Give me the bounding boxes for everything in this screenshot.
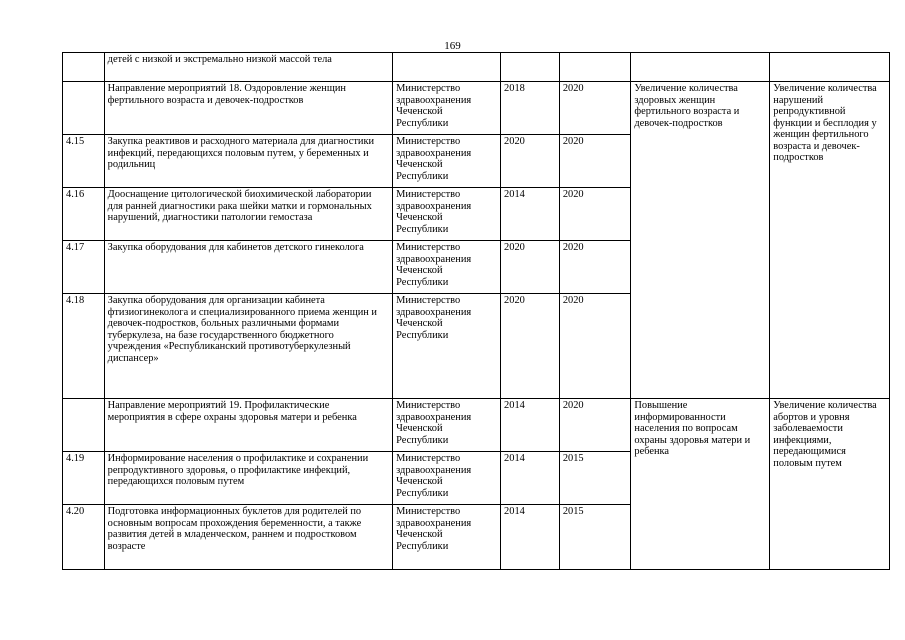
cell-org: Министерство здравоохранения Чеченской Республики xyxy=(393,399,501,452)
cell-start-year: 2014 xyxy=(501,505,560,570)
cell-org: Министерство здравоохранения Чеченской Республики xyxy=(393,241,501,294)
cell-start-year xyxy=(501,53,560,82)
cell-result-immediate: Повышение информированности населения по вопросам охраны здоровья матери и ребенка xyxy=(631,399,770,570)
cell-start-year: 2014 xyxy=(501,188,560,241)
cell-end-year: 2020 xyxy=(559,135,631,188)
cell-name: Подготовка информационных буклетов для родителей по основным вопросам прохождения беременности, а также развития детей в младенческом, раннем и подростковом возрасте xyxy=(104,505,392,570)
cell-num: 4.17 xyxy=(63,241,105,294)
cell-result-final xyxy=(770,53,890,82)
cell-org: Министерство здравоохранения Чеченской Республики xyxy=(393,188,501,241)
cell-org: Министерство здравоохранения Чеченской Республики xyxy=(393,505,501,570)
cell-result-final: Увеличение количества абортов и уровня заболеваемости инфекциями, передающимися половым путем xyxy=(770,399,890,570)
table-row xyxy=(63,53,890,82)
cell-end-year: 2020 xyxy=(559,82,631,135)
cell-name: Закупка реактивов и расходного материала для диагностики инфекций, передающихся половым путем, у беременных и родильниц xyxy=(104,135,392,188)
cell-end-year xyxy=(559,53,631,82)
cell-result-final: Увеличение количества нарушений репродуктивной функции и бесплодия у женщин фертильного возраста и девочек-подростков xyxy=(770,82,890,399)
cell-start-year: 2014 xyxy=(501,399,560,452)
cell-start-year: 2020 xyxy=(501,135,560,188)
cell-start-year: 2014 xyxy=(501,452,560,505)
cell-end-year: 2020 xyxy=(559,241,631,294)
cell-start-year: 2018 xyxy=(501,82,560,135)
table-row xyxy=(63,82,890,135)
cell-end-year: 2020 xyxy=(559,294,631,399)
cell-end-year: 2020 xyxy=(559,399,631,452)
cell-name: детей с низкой и экстремально низкой массой тела xyxy=(104,53,392,82)
cell-end-year: 2015 xyxy=(559,505,631,570)
cell-result-immediate: Увеличение количества здоровых женщин фертильного возраста и девочек-подростков xyxy=(631,82,770,399)
cell-start-year: 2020 xyxy=(501,294,560,399)
cell-org: Министерство здравоохранения Чеченской Республики xyxy=(393,452,501,505)
cell-num: 4.18 xyxy=(63,294,105,399)
cell-num: 4.15 xyxy=(63,135,105,188)
cell-name: Направление мероприятий 19. Профилактические мероприятия в сфере охраны здоровья матери и ребенка xyxy=(104,399,392,452)
cell-name: Дооснащение цитологической биохимической лаборатории для ранней диагностики рака шейки матки и гормональных нарушений, диагностики патологии гемостаза xyxy=(104,188,392,241)
cell-num xyxy=(63,82,105,135)
cell-org: Министерство здравоохранения Чеченской Республики xyxy=(393,82,501,135)
cell-org: Министерство здравоохранения Чеченской Республики xyxy=(393,294,501,399)
page-number: 169 xyxy=(444,40,461,52)
cell-num: 4.19 xyxy=(63,452,105,505)
cell-num xyxy=(63,399,105,452)
cell-result-immediate xyxy=(631,53,770,82)
cell-name: Информирование населения о профилактике и сохранении репродуктивного здоровья, о профилактике инфекций, передающихся половым путем xyxy=(104,452,392,505)
cell-start-year: 2020 xyxy=(501,241,560,294)
cell-name: Направление мероприятий 18. Оздоровление женщин фертильного возраста и девочек-подростков xyxy=(104,82,392,135)
cell-end-year: 2015 xyxy=(559,452,631,505)
cell-name: Закупка оборудования для кабинетов детского гинеколога xyxy=(104,241,392,294)
cell-name: Закупка оборудования для организации кабинета фтизиогинеколога и специализированного приема женщин и девочек-подростков, больных различными формами туберкулеза, на базе государственного бюджетного учреждения «Республиканский противотуберкулезный диспансер» xyxy=(104,294,392,399)
cell-num: 4.20 xyxy=(63,505,105,570)
table-row xyxy=(63,399,890,452)
cell-num: 4.16 xyxy=(63,188,105,241)
cell-org: Министерство здравоохранения Чеченской Республики xyxy=(393,135,501,188)
cell-end-year: 2020 xyxy=(559,188,631,241)
cell-num xyxy=(63,53,105,82)
measures-table xyxy=(62,52,890,570)
cell-org xyxy=(393,53,501,82)
